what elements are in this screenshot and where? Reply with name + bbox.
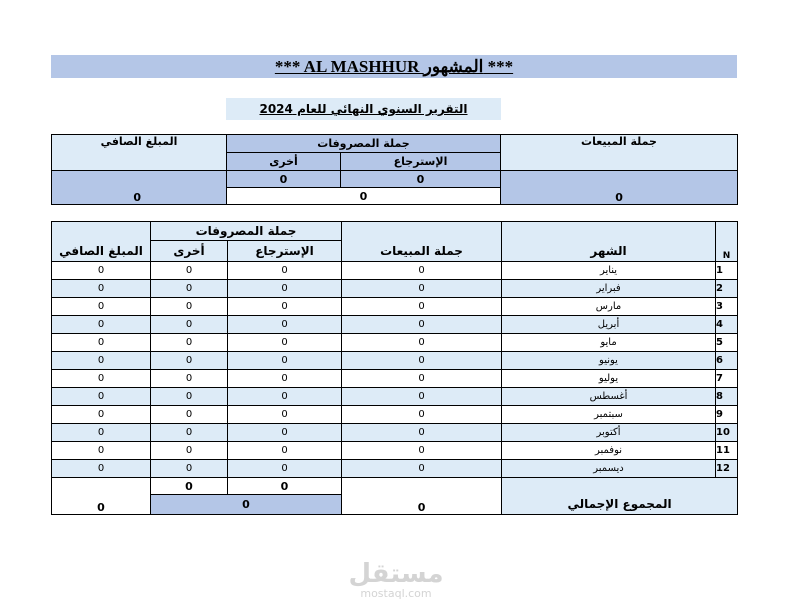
month-cell: سبتمبر	[502, 406, 716, 424]
net-cell: 0	[52, 334, 151, 352]
row-number-cell: 9	[716, 406, 738, 424]
returns-cell: 0	[228, 262, 342, 280]
sales-cell: 0	[342, 352, 502, 370]
other-cell: 0	[151, 316, 228, 334]
table-row	[52, 424, 738, 442]
total-label: المجموع الإجمالي	[502, 478, 738, 515]
monthly-expenses-header: جملة المصروفات	[151, 222, 342, 241]
returns-cell: 0	[228, 460, 342, 478]
report-subtitle: التقرير السنوي النهائي للعام 2024	[226, 98, 501, 120]
other-cell: 0	[151, 460, 228, 478]
summary-other-value: 0	[227, 171, 341, 188]
month-cell: أكتوبر	[502, 424, 716, 442]
other-cell: 0	[151, 334, 228, 352]
table-row	[52, 280, 738, 298]
net-cell: 0	[52, 388, 151, 406]
row-number-cell: 10	[716, 424, 738, 442]
table-row	[52, 370, 738, 388]
row-number-cell: 1	[716, 262, 738, 280]
monthly-n-header: N	[716, 241, 738, 262]
summary-other-header: أخرى	[227, 153, 341, 171]
watermark-logo-text: مستقل	[348, 559, 444, 589]
other-cell: 0	[151, 388, 228, 406]
returns-cell: 0	[228, 316, 342, 334]
sales-cell: 0	[342, 280, 502, 298]
total-net: 0	[52, 478, 151, 515]
month-cell: فبراير	[502, 280, 716, 298]
table-row	[52, 442, 738, 460]
net-cell: 0	[52, 424, 151, 442]
returns-cell: 0	[228, 388, 342, 406]
returns-cell: 0	[228, 334, 342, 352]
watermark-url: mostaql.com	[360, 587, 432, 600]
sales-cell: 0	[342, 334, 502, 352]
net-cell: 0	[52, 316, 151, 334]
sales-cell: 0	[342, 316, 502, 334]
other-cell: 0	[151, 280, 228, 298]
net-cell: 0	[52, 352, 151, 370]
net-cell: 0	[52, 298, 151, 316]
other-cell: 0	[151, 370, 228, 388]
month-cell: يوليو	[502, 370, 716, 388]
month-cell: أغسطس	[502, 388, 716, 406]
monthly-returns-header: الإسترجاع	[228, 241, 342, 262]
net-cell: 0	[52, 406, 151, 424]
returns-cell: 0	[228, 406, 342, 424]
month-cell: مايو	[502, 334, 716, 352]
row-number-cell: 5	[716, 334, 738, 352]
returns-cell: 0	[228, 442, 342, 460]
net-cell: 0	[52, 262, 151, 280]
row-number-cell: 4	[716, 316, 738, 334]
row-number-cell: 12	[716, 460, 738, 478]
other-cell: 0	[151, 352, 228, 370]
sales-cell: 0	[342, 298, 502, 316]
summary-returns-header: الإسترجاع	[341, 153, 501, 171]
other-cell: 0	[151, 406, 228, 424]
month-cell: نوفمبر	[502, 442, 716, 460]
row-number-cell: 8	[716, 388, 738, 406]
other-cell: 0	[151, 298, 228, 316]
returns-cell: 0	[228, 298, 342, 316]
sales-cell: 0	[342, 460, 502, 478]
summary-returns-value: 0	[341, 171, 501, 188]
table-row	[52, 262, 738, 280]
summary-net-header: المبلغ الصافي	[52, 135, 227, 171]
other-cell: 0	[151, 424, 228, 442]
other-cell: 0	[151, 262, 228, 280]
table-row	[52, 406, 738, 424]
month-cell: مارس	[502, 298, 716, 316]
returns-cell: 0	[228, 352, 342, 370]
mostaql-watermark	[330, 560, 462, 604]
summary-sales-header: جملة المبيعات	[501, 135, 738, 171]
returns-cell: 0	[228, 370, 342, 388]
sales-cell: 0	[342, 388, 502, 406]
sales-cell: 0	[342, 442, 502, 460]
total-sales: 0	[342, 478, 502, 515]
sales-cell: 0	[342, 424, 502, 442]
table-row	[52, 460, 738, 478]
table-row	[52, 352, 738, 370]
month-cell: يناير	[502, 262, 716, 280]
report-banner: *** AL MASHHUR المشهور ***	[51, 55, 737, 78]
sales-cell: 0	[342, 262, 502, 280]
summary-net-value: 0	[52, 171, 227, 205]
table-row	[52, 334, 738, 352]
table-row	[52, 316, 738, 334]
month-cell: ديسمبر	[502, 460, 716, 478]
summary-expenses-total: 0	[227, 188, 501, 205]
returns-cell: 0	[228, 424, 342, 442]
row-number-cell: 2	[716, 280, 738, 298]
other-cell: 0	[151, 442, 228, 460]
monthly-sales-header: جملة المبيعات	[342, 241, 502, 262]
row-number-cell: 7	[716, 370, 738, 388]
summary-expenses-header: جملة المصروفات	[227, 135, 501, 153]
returns-cell: 0	[228, 280, 342, 298]
row-number-cell: 6	[716, 352, 738, 370]
net-cell: 0	[52, 460, 151, 478]
table-row	[52, 388, 738, 406]
summary-sales-value: 0	[501, 171, 738, 205]
sales-cell: 0	[342, 370, 502, 388]
month-cell: يونيو	[502, 352, 716, 370]
net-cell: 0	[52, 442, 151, 460]
net-cell: 0	[52, 280, 151, 298]
total-other: 0	[151, 478, 228, 495]
net-cell: 0	[52, 370, 151, 388]
table-row	[52, 298, 738, 316]
sales-cell: 0	[342, 406, 502, 424]
total-returns: 0	[228, 478, 342, 495]
total-expenses: 0	[151, 495, 342, 515]
monthly-other-header: أخرى	[151, 241, 228, 262]
summary-table	[51, 134, 738, 205]
row-number-cell: 11	[716, 442, 738, 460]
monthly-month-header: الشهر	[502, 241, 716, 262]
monthly-net-header: المبلغ الصافي	[52, 241, 151, 262]
month-cell: أبريل	[502, 316, 716, 334]
row-number-cell: 3	[716, 298, 738, 316]
monthly-table	[51, 221, 738, 515]
